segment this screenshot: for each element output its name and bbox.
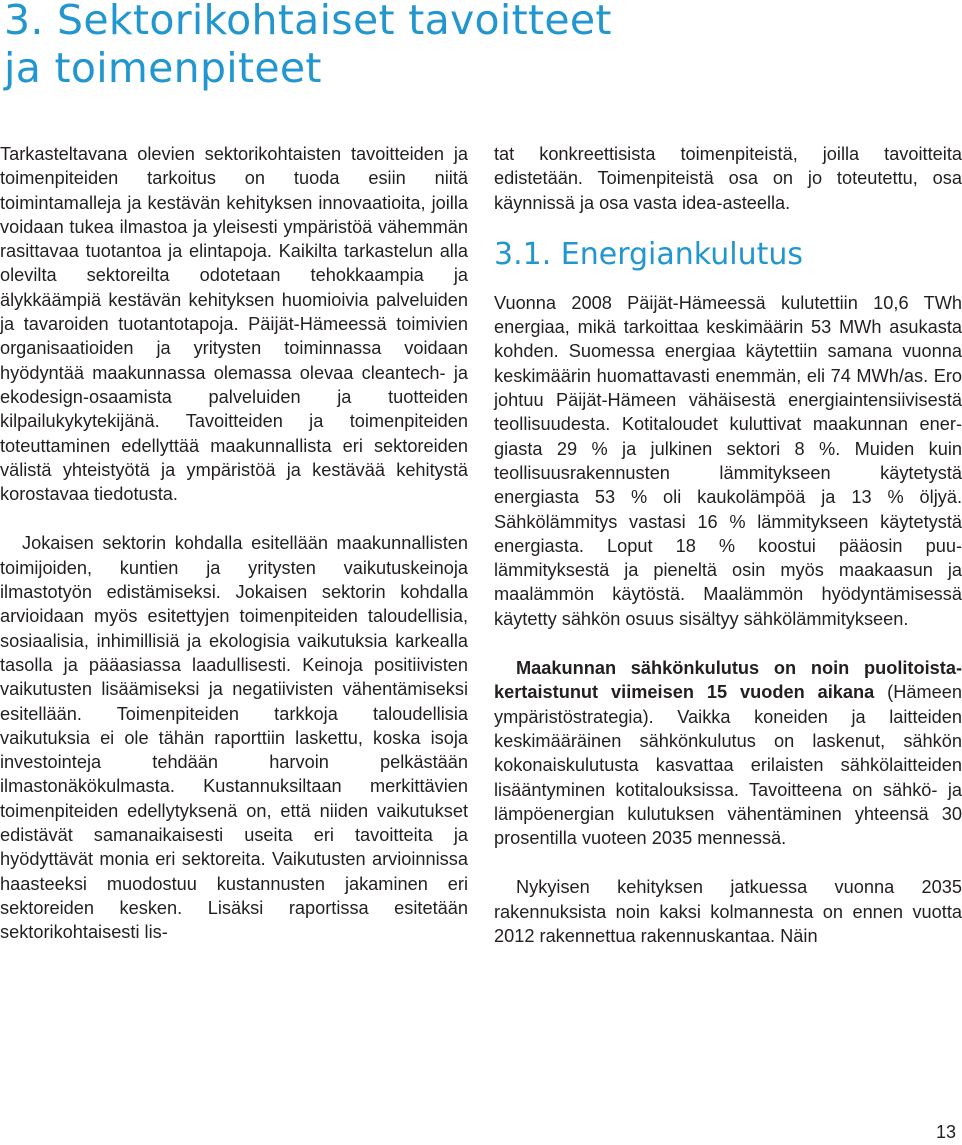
electricity-paragraph — [494, 656, 962, 850]
page-number: 13 — [935, 1122, 956, 1142]
left-column — [0, 142, 468, 945]
electricity-text: (Hämeen ympäristöstrategia). Vaikka koneiden ja laitteiden keskimääräinen sähkönkulutus on laskenut, sähkön kokonaiskulutusta kasvattaa erilaisten sähkölaitteiden lisääntyminen kotitalouksissa. Tavoitteena on sähkö- ja lämpöenergian kulutuksen vähentäminen yhteensä 30 prosentilla vuoteen 2035 mennessä. — [494, 682, 962, 849]
page-title-line2: ja toimenpiteet — [4, 44, 322, 92]
sector-paragraph: Jokaisen sektorin kohdalla esitellään maakunnallisten toimijoiden, kuntien ja yritysten vaikutuskeinoja ilmastotyön edistämiseksi. Jokaisen sektorin kohdalla arvioidaan myös esitettyjen toimenpiteiden taloudellisia, sosiaalisia, inhimillisiä ja ekologisia vaikutuksia karkealla tasolla ja pääasiassa laadullisesti. Keinoja positiivisten vaikutusten lisäämiseksi ja negatiivisten vähentämiseksi esitellään. Toimenpiteiden tarkkoja taloudellisia vaikutuksia ei ole tähän raporttiin laskettu, koska isoja investointeja tehdään harvoin pelkästään ilmastonäkökulmasta. Kustannuksiltaan merkittävien toimenpiteiden edellytyksenä on, että niiden vaikutukset edistävät samanaikaisesti useita eri tavoitteita ja hyödyttävät monia eri sektoreita. Vaikutusten arvioinnissa haasteeksi muodostuu kustannusten jakaminen eri sektoreiden kesken. Lisäksi raportissa esitetään sektorikohtaisesti lis- — [0, 533, 468, 943]
page-title-line1: 3. Sektorikohtaiset tavoitteet — [4, 0, 612, 44]
continuation-paragraph: tat konkreettisista toimenpiteistä, joilla tavoitteita edistetään. Toimenpiteistä osa on jo toteutettu, osa käynnissä ja osa vasta idea-asteella. — [494, 144, 962, 213]
section-heading-energy: 3.1. Energiankulutus — [494, 236, 804, 272]
forecast-paragraph: Nykyisen kehityksen jatkuessa vuonna 2035 rakennuksista noin kaksi kolmannesta on ennen vuotta 2012 rakennettua rakennuskantaa. Näin — [494, 877, 962, 947]
electricity-highlight: Maakunnan sähkönkulutus on noin puolitoistakertaistunut viimeisen 15 vuoden aikana — [494, 658, 962, 703]
intro-paragraph: Tarkasteltavana olevien sektorikohtaisten tavoitteiden ja toimenpiteiden tarkoitus on tuoda esiin niitä toimintamalleja ja kestävän kehityksen innovaatioita, joilla voidaan tukea ilmastoa ja yleisesti ympäristöä vähemmän rasittavaa tuotantoa ja elintapoja. Kaikilta tarkastelun alla olevilta sektoreilta odotetaan tehokkaampia ja älykkäämpiä kestävän kehityksen huomioivia palveluiden ja tavaroiden tuotantotapoja. Päijät-Hämeessä toimivien organisaatioiden ja yritysten toiminnassa voidaan hyödyntää maakunnassa olemassa olevaa cleantech- ja ekodesign-osaamista palveluiden ja tuotteiden kilpailukykytekijänä. Tavoitteiden ja toimenpiteiden toteuttaminen edellyttää maakunnallista eri sektoreiden välistä yhteistyötä ja ympäristöä ja kestävää kehitystä korostavaa tiedotusta. — [0, 144, 468, 505]
energy-paragraph: Vuonna 2008 Päijät-Hämeessä kulutettiin 10,6 TWh energiaa, mikä tarkoittaa keskimäärin 53 MWh asukasta kohden. Suomessa energiaa käytettiin samana vuonna keskimäärin huomattavasti enemmän, eli 74 MWh/as. Ero johtuu Päijät-Hämeen vähäisestä energiaintensiivisestä teollisuudesta. Kotitaloudet kuluttivat maakunnan energiasta 29 % ja julkinen sektori 8 %. Muiden kuin teollisuusrakennusten lämmitykseen käytetystä energiasta 53 % oli kaukolämpöä ja 13 % öljyä. Sähkölämmitys vastasi 16 % lämmitykseen käytetystä energiasta. Loput 18 % koostui pääosin puulämmityksestä ja pieneltä osin myös maakaasun ja maalämmön käytöstä. Maalämmön hyödyntämisessä käytetty sähkön osuus sisältyy sähkölämmitykseen. — [494, 292, 962, 629]
right-column — [494, 142, 962, 948]
page-title — [4, 0, 904, 92]
